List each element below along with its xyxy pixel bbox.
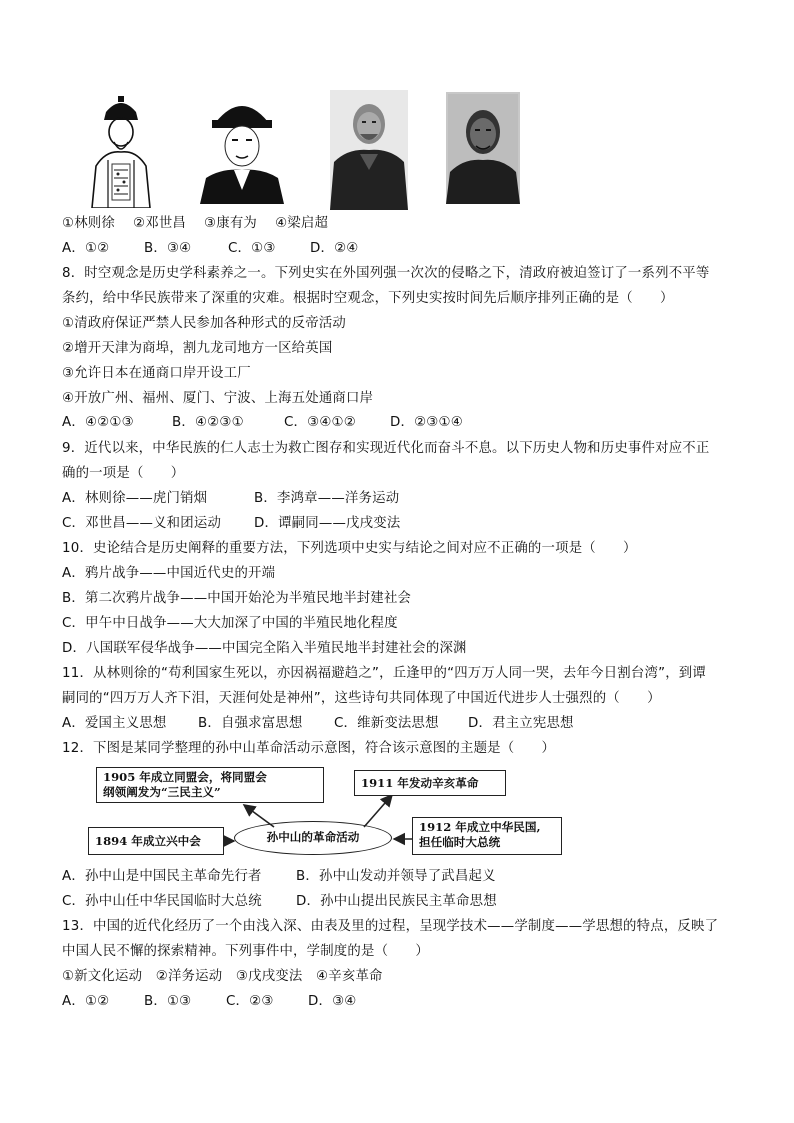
q11-option-b[interactable]: B．自强求富思想	[198, 716, 303, 731]
q7-option-b[interactable]: B．③④	[144, 241, 192, 256]
q13-option-c[interactable]: C．②③	[226, 994, 274, 1009]
portrait-row	[78, 86, 538, 214]
q13-option-b[interactable]: B．①③	[144, 994, 192, 1009]
q7-option-a[interactable]: A．①②	[62, 241, 110, 256]
q12-options-row-1	[62, 868, 496, 886]
portrait-4-image	[446, 92, 520, 204]
q9-stem-line-1: 9．近代以来，中华民族的仁人志士为救亡图存和实现近代化而奋斗不息。以下历史人物和历史事件对应不正	[62, 441, 710, 456]
q10-option-a[interactable]: A．鸦片战争——中国近代史的开端	[62, 566, 276, 581]
q12-option-a[interactable]: A．孙中山是中国民主革命先行者	[62, 869, 262, 884]
q13-items: ①新文化运动 ②洋务运动 ③戊戌变法 ④辛亥革命	[62, 969, 383, 984]
q12-stem: 12．下图是某同学整理的孙中山革命活动示意图，符合该示意图的主题是（ ）	[62, 741, 556, 756]
q8-option-d[interactable]: D．②③①④	[390, 415, 463, 430]
q8-option-a[interactable]: A．④②①③	[62, 415, 134, 430]
q10-stem: 10．史论结合是历史阐释的重要方法，下列选项中史实与结论之间对应不正确的一项是（ ）	[62, 541, 637, 556]
q11-stem-line-1: 11．从林则徐的“苟利国家生死以，亦因祸福避趋之”，丘逢甲的“四万万人同一哭，去年今日割台湾”，到谭	[62, 666, 706, 681]
q7-options	[62, 240, 359, 258]
q13-option-a[interactable]: A．①②	[62, 994, 110, 1009]
box-1912-line-1: 1912 年成立中华民国,	[419, 820, 541, 834]
box-1905-line-2: 纲领阐发为“三民主义”	[103, 785, 221, 799]
q7-option-d[interactable]: D．②④	[310, 241, 359, 256]
q11-options	[62, 715, 574, 733]
q10-option-c[interactable]: C．甲午中日战争——大大加深了中国的半殖民地化程度	[62, 616, 398, 631]
box-1911: 1911 年发动辛亥革命	[354, 770, 506, 796]
center-ellipse: 孙中山的革命活动	[234, 821, 392, 855]
box-1894: 1894 年成立兴中会	[88, 827, 224, 855]
q8-item-3: ③允许日本在通商口岸开设工厂	[62, 366, 251, 381]
q11-option-d[interactable]: D．君主立宪思想	[468, 716, 574, 731]
q13-options	[62, 993, 357, 1011]
q9-options-row-1	[62, 490, 399, 508]
q8-stem-line-2: 条约，给中华民族带来了深重的灾难。根据时空观念，下列史实按时间先后顺序排列正确的是（ ）	[62, 291, 674, 306]
box-1905	[96, 767, 324, 803]
q8-item-1: ①清政府保证严禁人民参加各种形式的反帝活动	[62, 316, 347, 331]
q11-option-a[interactable]: A．爱国主义思想	[62, 716, 167, 731]
box-1905-line-1: 1905 年成立同盟会，将同盟会	[103, 770, 267, 784]
q10-option-b[interactable]: B．第二次鸦片战争——中国开始沦为半殖民地半封建社会	[62, 591, 412, 606]
q11-stem-line-2: 嗣同的“四万万人齐下泪，天涯何处是神州”，这些诗句共同体现了中国近代进步人士强烈的（ ）	[62, 691, 661, 706]
sun-yatsen-revolution-diagram	[84, 765, 564, 859]
q9-option-c[interactable]: C．邓世昌——义和团运动	[62, 516, 222, 531]
q8-option-c[interactable]: C．③④①②	[284, 415, 356, 430]
q8-option-b[interactable]: B．④②③①	[172, 415, 244, 430]
q7-option-c[interactable]: C．①③	[228, 241, 276, 256]
portrait-1-image	[78, 90, 164, 208]
q10-option-d[interactable]: D．八国联军侵华战争——中国完全陷入半殖民地半封建社会的深渊	[62, 641, 467, 656]
q9-option-b[interactable]: B．李鸿章——洋务运动	[254, 491, 400, 506]
q11-option-c[interactable]: C．维新变法思想	[334, 716, 439, 731]
q9-stem-line-2: 确的一项是（ ）	[62, 466, 185, 481]
q12-option-d[interactable]: D．孙中山提出民族民主革命思想	[296, 894, 497, 909]
q12-option-c[interactable]: C．孙中山任中华民国临时大总统	[62, 894, 262, 909]
q13-stem-line-1: 13．中国的近代化经历了一个由浅入深、由表及里的过程，呈现学技术——学制度——学思想的特点，反映了	[62, 919, 719, 934]
box-1912	[412, 817, 562, 855]
q8-item-2: ②增开天津为商埠，割九龙司地方一区给英国	[62, 341, 333, 356]
portrait-2-image	[196, 94, 288, 204]
portrait-3-image	[330, 90, 408, 210]
q13-option-d[interactable]: D．③④	[308, 994, 357, 1009]
q12-option-b[interactable]: B．孙中山发动并领导了武昌起义	[296, 869, 496, 884]
q12-options-row-2	[62, 893, 497, 911]
box-1912-line-2: 担任临时大总统	[419, 835, 501, 849]
q9-option-a[interactable]: A．林则徐——虎门销烟	[62, 491, 208, 506]
q8-item-4: ④开放广州、福州、厦门、宁波、上海五处通商口岸	[62, 391, 374, 406]
q13-stem-line-2: 中国人民不懈的探索精神。下列事件中，学制度的是（ ）	[62, 944, 429, 959]
q8-options	[62, 414, 463, 432]
portrait-caption: ①林则徐 ②邓世昌 ③康有为 ④梁启超	[62, 216, 329, 231]
q8-stem-line-1: 8．时空观念是历史学科素养之一。下列史实在外国列强一次次的侵略之下，清政府被迫签订了一系列不平等	[62, 266, 710, 281]
q9-options-row-2	[62, 515, 400, 533]
q9-option-d[interactable]: D．谭嗣同——戊戌变法	[254, 516, 401, 531]
